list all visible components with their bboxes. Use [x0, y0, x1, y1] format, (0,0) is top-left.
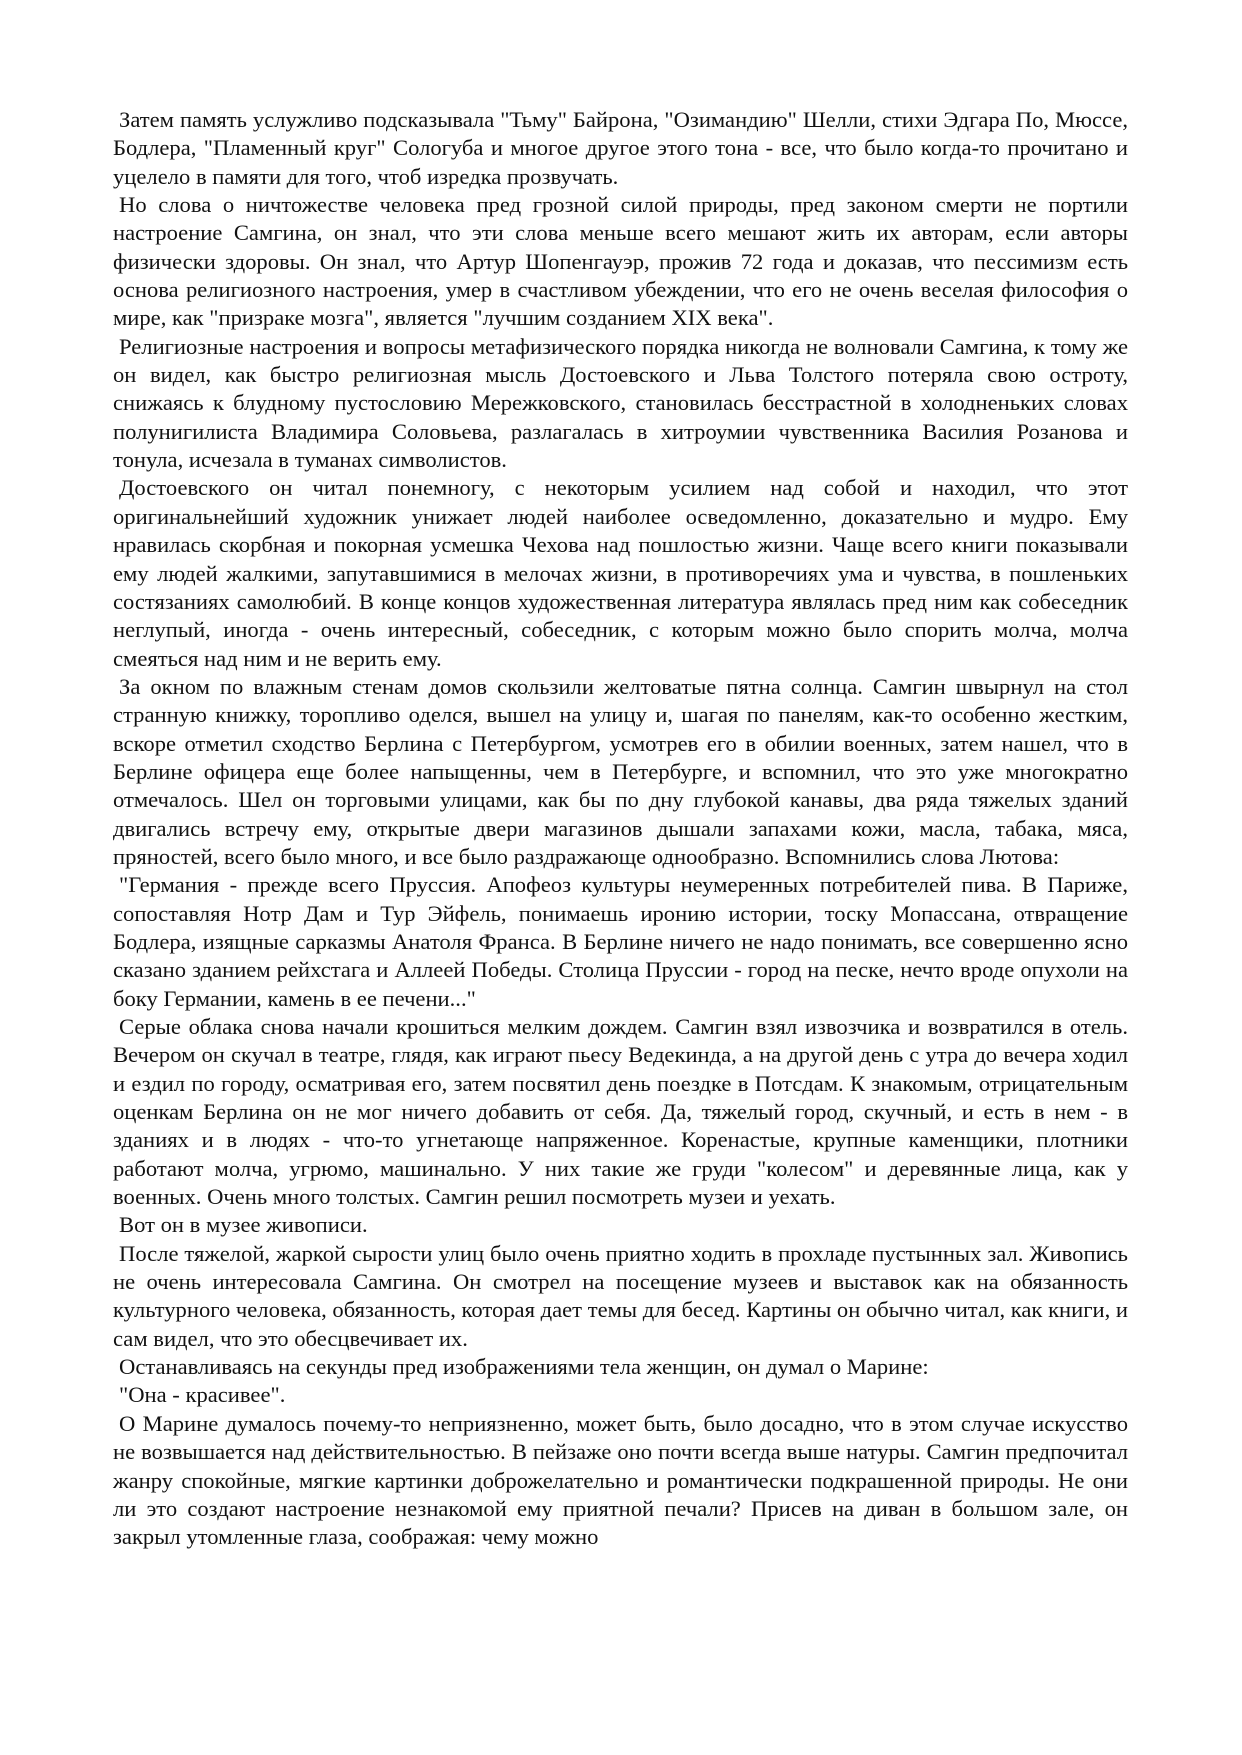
paragraph: За окном по влажным стенам домов скользили желтоватые пятна солнца. Самгин швырнул на стол странную книжку, торопливо оделся, вышел на улицу и, шагая по панелям, как-то особенно жестким, вскоре отметил сходство Берлина с Петербургом, усмотрев его в обилии военных, затем нашел, что в Берлине офицера еще более напыщенны, чем в Петербурге, и вспомнил, что это уже многократно отмечалось. Шел он торговыми улицами, как бы по дну глубокой канавы, два ряда тяжелых зданий двигались встречу ему, открытые двери магазинов дышали запахами кожи, масла, табака, мяса, пряностей, всего было много, и все было раздражающе однообразно. Вспомнились слова Лютова: — [113, 673, 1128, 869]
body-text — [113, 106, 1128, 1552]
paragraph: О Марине думалось почему-то неприязненно, может быть, было досадно, что в этом случае искусство не возвышается над действительностью. В пейзаже оно почти всегда выше натуры. Самгин предпочитал жанру спокойные, мягкие картинки доброжелательно и романтически подкрашенной природы. Не они ли это создают настроение незнакомой ему приятной печали? Присев на диван в большом зале, он закрыл утомленные глаза, соображая: чему можно — [113, 1410, 1128, 1550]
paragraph: Останавливаясь на секунды пред изображениями тела женщин, он думал о Марине: — [119, 1354, 929, 1380]
quotation-paragraph: "Германия - прежде всего Пруссия. Апофеоз культуры неумеренных потребителей пива. В Париже, сопоставляя Нотр Дам и Тур Эйфель, понимаешь иронию истории, тоску Мопассана, отвращение Бодлера, изящные сарказмы Анатоля Франса. В Берлине ничего не надо понимать, все совершенно ясно сказано зданием рейхстага и Аллеей Победы. Столица Пруссии - город на песке, нечто вроде опухоли на боку Германии, камень в ее печени..." — [113, 872, 1128, 1011]
paragraph: Достоевского он читал понемногу, с некоторым усилием над собой и находил, что этот оригинальнейший художник унижает людей наиболее осведомленно, доказательно и мудро. Ему нравилась скорбная и покорная усмешка Чехова над пошлостью жизни. Чаще всего книги показывали ему людей жалкими, запутавшимися в мелочах жизни, в противоречиях ума и чувства, в пошленьких состязаниях самолюбий. В конце концов художественная литература являлась пред ним как собеседник неглупый, иногда - очень интересный, собеседник, с которым можно было спорить молча, молча смеяться над ним и не верить ему. — [113, 475, 1128, 671]
paragraph: После тяжелой, жаркой сырости улиц было очень приятно ходить в прохладе пустынных зал. Живопись не очень интересовала Самгина. Он смотрел на посещение музеев и выставок как на обязанность культурного человека, обязанность, которая дает темы для бесед. Картины он обычно читал, как книги, и сам видел, что это обесцвечивает их. — [113, 1240, 1128, 1351]
paragraph: Затем память услужливо подсказывала "Тьму" Байрона, "Озимандию" Шелли, стихи Эдгара По, Мюссе, Бодлера, "Пламенный круг" Сологуба и многое другое этого тона - все, что было когда-то прочитано и уцелело в памяти для того, чтоб изредка прозвучать. — [113, 107, 1128, 189]
paragraph: Серые облака снова начали крошиться мелким дождем. Самгин взял извозчика и возвратился в отель. Вечером он скучал в театре, глядя, как играют пьесу Ведекинда, а на другой день с утра до вечера ходил и ездил по городу, осматривая его, затем посвятил день поездке в Потсдам. К знакомым, отрицательным оценкам Берлина он не мог ничего добавить от себя. Да, тяжелый город, скучный, и есть в нем - в зданиях и в людях - что-то угнетающе напряженное. Коренастые, крупные каменщики, плотники работают молча, угрюмо, машинально. У них такие же груди "колесом" и деревянные лица, как у военных. Очень много толстых. Самгин решил посмотреть музеи и уехать. — [113, 1014, 1128, 1210]
paragraph: Вот он в музее живописи. — [119, 1212, 368, 1238]
quotation-paragraph: "Она - красивее". — [119, 1382, 286, 1408]
paragraph: Религиозные настроения и вопросы метафизического порядка никогда не волновали Самгина, к тому же он видел, как быстро религиозная мысль Достоевского и Льва Толстого потеряла свою остроту, снижаясь к блудному пустословию Мережковского, становилась бесстрастной в холодненьких словах полунигилиста Владимира Соловьева, разлагалась в хитроумии чувственника Василия Розанова и тонула, исчезала в туманах символистов. — [113, 333, 1128, 473]
paragraph: Но слова о ничтожестве человека пред грозной силой природы, пред законом смерти не портили настроение Самгина, он знал, что эти слова меньше всего мешают жить их авторам, если авторы физически здоровы. Он знал, что Артур Шопенгауэр, прожив 72 года и доказав, что пессимизм есть основа религиозного настроения, умер в счастливом убеждении, что его не очень веселая философия о мире, как "призраке мозга", является "лучшим созданием XIX века". — [113, 192, 1128, 331]
